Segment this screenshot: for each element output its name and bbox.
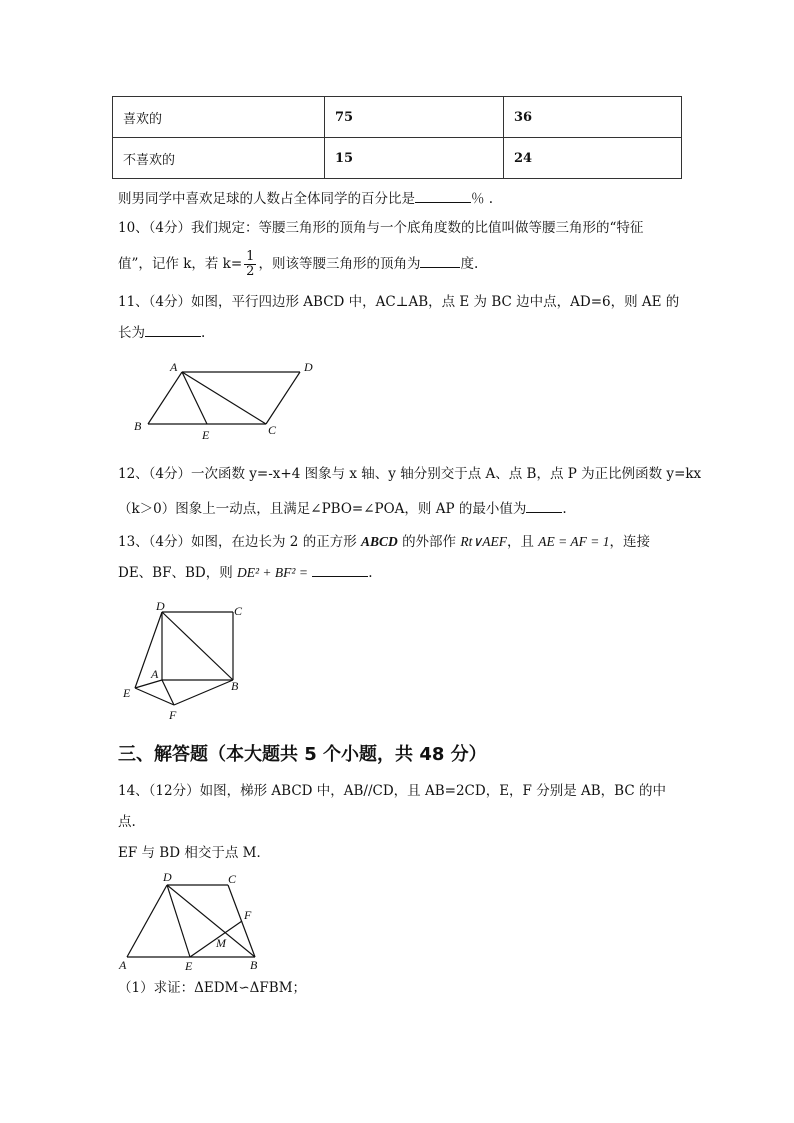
label-F: F [169, 708, 177, 722]
q14-line2: 点. [118, 814, 136, 830]
table-cell: 喜欢的 [113, 97, 325, 138]
q10-line2-end: 度. [460, 256, 479, 272]
table-cell: 不喜欢的 [113, 138, 325, 179]
q9-text-after: ％ . [471, 191, 494, 207]
label-A: A [170, 360, 178, 374]
table-cell: 24 [504, 138, 682, 179]
q13-line1-d: ，连接 [609, 534, 650, 550]
label-E: E [202, 428, 210, 442]
section-title: 三、解答题（本大题共 5 个小题，共 48 分） [118, 744, 487, 765]
q13-line2-end: . [368, 565, 373, 581]
math-triangle: Rt∨AEF [460, 534, 507, 549]
q12-line2-text: （k＞0）图象上一动点，且满足∠PBO=∠POA，则 AP 的最小值为 [118, 501, 527, 517]
q13-line1-a: 13、（4分）如图，在边长为 2 的正方形 [118, 534, 357, 550]
q11-line2-end: . [201, 325, 206, 341]
label-A: A [151, 667, 159, 681]
label-F: F [244, 908, 252, 922]
math-equation: AE = AF = 1 [538, 534, 610, 549]
q14-line1: 14、（12分）如图，梯形 ABCD 中，AB//CD，且 AB=2CD，E，F 分别是 AB，BC 的中 [118, 783, 666, 799]
segment-AD [127, 885, 167, 957]
label-M: M [216, 936, 226, 950]
table-cell: 75 [325, 97, 504, 138]
q12-line1: 12、（4分）一次函数 y=-x+4 图象与 x 轴、y 轴分别交于点 A、点 B，点 P 为正比例函数 y=kx [118, 466, 702, 482]
q11-line1: 11、（4分）如图，平行四边形 ABCD 中，AC⊥AB，点 E 为 BC 边中点，AD=6，则 AE 的 [118, 294, 680, 310]
q14-line3: EF 与 BD 相交于点 M． [118, 845, 270, 861]
label-D: D [304, 360, 313, 374]
segment-DE [167, 885, 190, 957]
label-B: B [250, 958, 258, 972]
fraction-denominator: 2 [246, 264, 255, 279]
label-D: D [163, 870, 172, 884]
label-B: B [134, 419, 142, 433]
table-cell: 36 [504, 97, 682, 138]
math-expression: DE² + BF² = [237, 565, 308, 580]
label-B: B [231, 679, 239, 693]
label-E: E [185, 959, 193, 973]
math-square: ABCD [361, 534, 398, 549]
label-C: C [234, 604, 243, 618]
q10-line1: 10、（4分）我们规定：等腰三角形的顶角与一个底角度数的比值叫做等腰三角形的“特征 [118, 220, 644, 236]
label-A: A [119, 958, 127, 972]
q9-text-before: 则男同学中喜欢足球的人数占全体同学的百分比是 [118, 191, 415, 207]
q10-line2-after: ，则该等腰三角形的顶角为 [258, 256, 421, 272]
q14-part1: （1）求证：ΔEDM∽ΔFBM； [118, 980, 307, 996]
label-C: C [268, 423, 277, 437]
table-cell: 15 [325, 138, 504, 179]
q12-line2-end: . [562, 501, 567, 517]
q13-line1-c: ，且 [506, 534, 534, 550]
q11-line2-text: 长为 [118, 325, 145, 341]
fraction-numerator: 1 [246, 249, 255, 264]
label-C: C [228, 872, 237, 886]
q10-line2-before: 值”，记作 k，若 k= [118, 256, 243, 272]
q13-line1-b: 的外部作 [402, 534, 457, 550]
q13-line2-a: DE、BF、BD，则 [118, 565, 233, 581]
label-D: D [156, 599, 165, 613]
label-E: E [123, 686, 131, 700]
